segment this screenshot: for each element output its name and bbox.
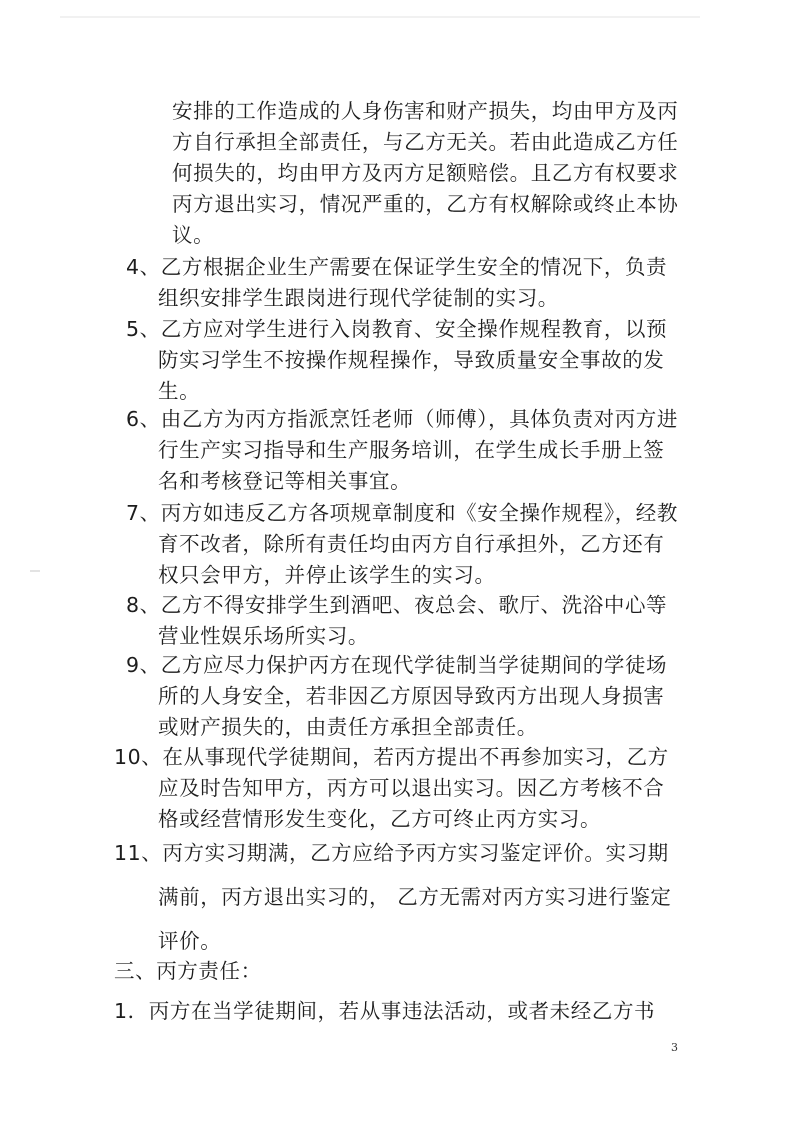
text-line: 方自行承担全部责任，与乙方无关。若由此造成乙方任 [172, 130, 679, 154]
page-number: 3 [671, 1041, 678, 1054]
text-line: 或财产损失的，由责任方承担全部责任。 [158, 715, 538, 739]
text-line: 应及时告知甲方，丙方可以退出实习。因乙方考核不合 [158, 776, 665, 800]
scan-artifact-left [30, 570, 40, 572]
text-line: 权只会甲方，并停止该学生的实习。 [158, 563, 496, 587]
text-line: 何损失的，均由甲方及丙方足额赔偿。且乙方有权要求 [172, 161, 679, 185]
scan-artifact-top [60, 16, 700, 18]
section-heading [114, 956, 262, 987]
text-line: 组织安排学生跟岗进行现代学徒制的实习。 [158, 286, 559, 310]
paragraph-continuation [172, 96, 678, 251]
text-line: 10、在从事现代学徒期间，若丙方提出不再参加实习，乙方 [114, 745, 669, 769]
clause-10 [114, 742, 669, 835]
clause-6 [126, 404, 678, 497]
text-line: 5、乙方应对学生进行入岗教育、安全操作规程教育，以预 [126, 317, 668, 341]
text-line: 7、丙方如违反乙方各项规章制度和《安全操作规程》，经教 [126, 501, 678, 525]
text-line: 丙方退出实习，情况严重的，乙方有权解除或终止本协 [172, 192, 679, 216]
text-line: 防实习学生不按操作规程操作，导致质量安全事故的发 [158, 348, 665, 372]
text-line: 格或经营情形发生变化，乙方可终止丙方实习。 [158, 807, 602, 831]
text-line: 行生产实习指导和生产服务培训，在学生成长手册上签 [158, 438, 665, 462]
text-line: 4、乙方根据企业生产需要在保证学生安全的情况下，负责 [126, 255, 668, 279]
text-line: 三、丙方责任： [114, 959, 262, 983]
text-line: 8、乙方不得安排学生到酒吧、夜总会、歌厅、洗浴中心等 [126, 593, 668, 617]
text-line: 1．丙方在当学徒期间，若从事违法活动，或者未经乙方书 [114, 999, 656, 1023]
text-line: 安排的工作造成的人身伤害和财产损失，均由甲方及丙 [172, 99, 679, 123]
clause-1 [114, 996, 655, 1027]
text-line: 育不改者，除所有责任均由丙方自行承担外，乙方还有 [158, 532, 665, 556]
clause-4 [126, 252, 667, 314]
clause-5 [126, 314, 667, 407]
text-line: 所的人身安全，若非因乙方原因导致丙方出现人身损害 [158, 684, 665, 708]
text-line: 营业性娱乐场所实习。 [158, 624, 369, 648]
text-line: 名和考核登记等相关事宜。 [158, 469, 412, 493]
text-line: 满前，丙方退出实习的， 乙方无需对丙方实习进行鉴定 [158, 885, 672, 909]
text-line: 11、丙方实习期满，乙方应给予丙方实习鉴定评价。实习期 [114, 841, 669, 865]
text-line: 6、由乙方为丙方指派烹饪老师（师傅），具体负责对丙方进 [126, 407, 678, 431]
text-line: 议。 [172, 223, 215, 247]
text-line: 9、乙方应尽力保护丙方在现代学徒制当学徒期间的学徒场 [126, 653, 668, 677]
text-line: 评价。 [158, 929, 222, 953]
clause-8 [126, 590, 667, 652]
clause-7 [126, 498, 678, 591]
clause-9 [126, 650, 667, 743]
clause-11 [114, 838, 672, 957]
text-line: 生。 [158, 379, 201, 403]
